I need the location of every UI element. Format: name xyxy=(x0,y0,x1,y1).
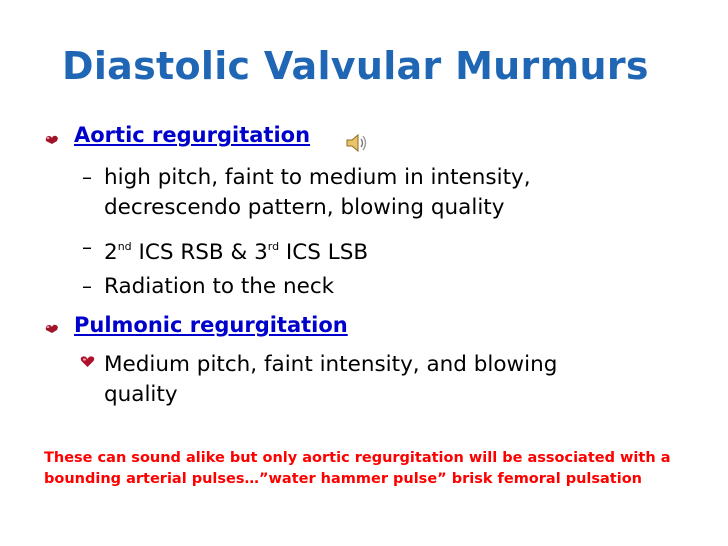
aortic-regurgitation-link[interactable]: Aortic regurgitation xyxy=(74,123,311,147)
heart-bullet-icon xyxy=(44,322,62,334)
ics-rsb: ICS RSB & 3 xyxy=(131,240,268,265)
aortic-detail-1-line2: decrescendo pattern, blowing quality xyxy=(104,195,505,220)
slide-title: Diastolic Valvular Murmurs xyxy=(62,44,649,88)
pulmonic-detail-line1: Medium pitch, faint intensity, and blowing xyxy=(104,352,558,377)
heart-bullet-icon xyxy=(80,355,95,368)
sup-rd: rd xyxy=(267,240,280,253)
dash-marker: – xyxy=(82,165,92,189)
sup-nd: nd xyxy=(117,240,132,253)
aortic-detail-3: Radiation to the neck xyxy=(104,274,335,299)
speaker-icon[interactable] xyxy=(344,131,370,155)
pulmonic-detail-1 xyxy=(104,350,557,410)
dash-marker: – xyxy=(82,235,92,259)
pulmonic-regurgitation-link[interactable]: Pulmonic regurgitation xyxy=(74,313,348,337)
aortic-detail-2 xyxy=(104,232,368,268)
aortic-detail-1-line1: high pitch, faint to medium in intensity, xyxy=(104,165,531,190)
footnote: These can sound alike but only aortic regurgitation will be associated with a bounding arterial pulses…”water hammer pulse” brisk femoral pulsation xyxy=(44,450,671,487)
ics-2: 2 xyxy=(104,240,118,265)
aortic-detail-1 xyxy=(104,163,531,223)
pulmonic-detail-line2: quality xyxy=(104,382,178,407)
heart-bullet-icon xyxy=(44,133,62,145)
dash-marker: – xyxy=(82,274,92,298)
ics-lsb: ICS LSB xyxy=(279,240,369,265)
